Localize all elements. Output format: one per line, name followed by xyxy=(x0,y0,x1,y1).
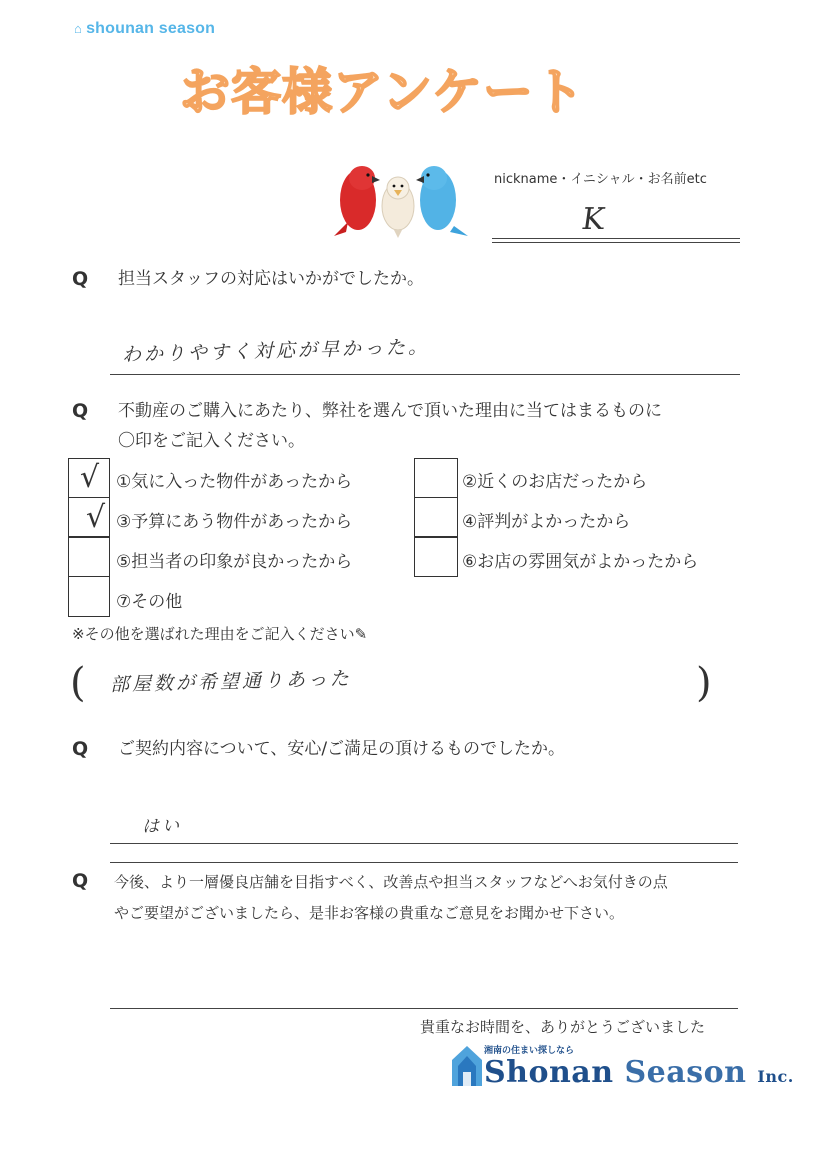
logo-season: Season xyxy=(624,1055,747,1090)
option-2-checkbox[interactable] xyxy=(414,458,458,498)
nickname-underline xyxy=(492,238,740,239)
q1-text: 担当スタッフの対応はいかがでしたか。 xyxy=(118,269,424,289)
survey-title: お客様アンケート xyxy=(180,63,585,121)
q4-text-line1: 今後、より一層優良店舗を目指すべく、改善点や担当スタッフなどへお気付きの点 xyxy=(114,873,668,891)
brand-small-logo xyxy=(74,20,215,38)
logo-tagline: 湘南の住まい探しなら xyxy=(484,1046,575,1056)
other-paren-close: ) xyxy=(696,660,712,706)
option-7-checkbox[interactable] xyxy=(68,577,110,617)
option-3-label: ③予算にあう物件があったから xyxy=(116,512,353,532)
logo-shonan: Shonan xyxy=(484,1055,614,1090)
thanks-message: 貴重なお時間を、ありがとうございました xyxy=(420,1018,706,1036)
option-3-check-mark: √ xyxy=(86,500,106,535)
other-reason-prompt: ※その他を選ばれた理由をご記入ください✎ xyxy=(72,625,368,643)
option-6-label: ⑥お店の雰囲気がよかったから xyxy=(462,552,699,572)
q2-text-line2: 〇印をご記入ください。 xyxy=(118,431,305,451)
q2-text-line1: 不動産のご購入にあたり、弊社を選んで頂いた理由に当てはまるものに xyxy=(118,401,662,421)
option-4-label: ④評判がよかったから xyxy=(462,512,631,532)
company-logo xyxy=(484,1055,794,1090)
q3-answer-line xyxy=(110,843,738,844)
building-icon xyxy=(450,1044,484,1088)
q1-mark: Q xyxy=(72,268,89,290)
nickname-value: K xyxy=(579,202,607,237)
option-4-checkbox[interactable] xyxy=(414,497,458,537)
nickname-label: nickname・イニシャル・お名前etc xyxy=(494,172,707,187)
red-bird-icon xyxy=(334,166,380,236)
option-7-label: ⑦その他 xyxy=(116,592,183,612)
q3-separator-line xyxy=(110,862,738,863)
option-5-label: ⑤担当者の印象が良かったから xyxy=(116,552,353,572)
q4-answer-line xyxy=(110,1008,738,1009)
option-2-label: ②近くのお店だったから xyxy=(462,472,648,492)
brand-name: shounan season xyxy=(86,20,216,37)
q1-answer: わかりやすく対応が早かった。 xyxy=(121,335,431,366)
option-5-checkbox[interactable] xyxy=(68,537,110,577)
house-icon: ⌂ xyxy=(74,21,83,36)
option-6-checkbox[interactable] xyxy=(414,537,458,577)
blue-bird-icon xyxy=(416,166,468,236)
option-1-check-mark: √ xyxy=(80,460,100,495)
q3-mark: Q xyxy=(72,738,89,760)
other-reason-answer: 部屋数が希望通りあった xyxy=(109,667,353,696)
logo-inc: Inc. xyxy=(757,1067,794,1086)
birds-illustration xyxy=(328,160,472,240)
q3-answer: はい xyxy=(141,815,183,837)
q4-mark: Q xyxy=(72,870,89,892)
other-paren-open: ( xyxy=(70,660,86,706)
q1-answer-line xyxy=(110,374,740,375)
q3-text: ご契約内容について、安心/ご満足の頂けるものでしたか。 xyxy=(118,739,566,759)
q4-text-line2: やご要望がございましたら、是非お客様の貴重なご意見をお聞かせ下さい。 xyxy=(114,904,625,922)
nickname-underline-2 xyxy=(492,242,740,243)
white-bird-icon xyxy=(382,177,414,238)
q2-mark: Q xyxy=(72,400,89,422)
option-1-label: ①気に入った物件があったから xyxy=(116,472,353,492)
